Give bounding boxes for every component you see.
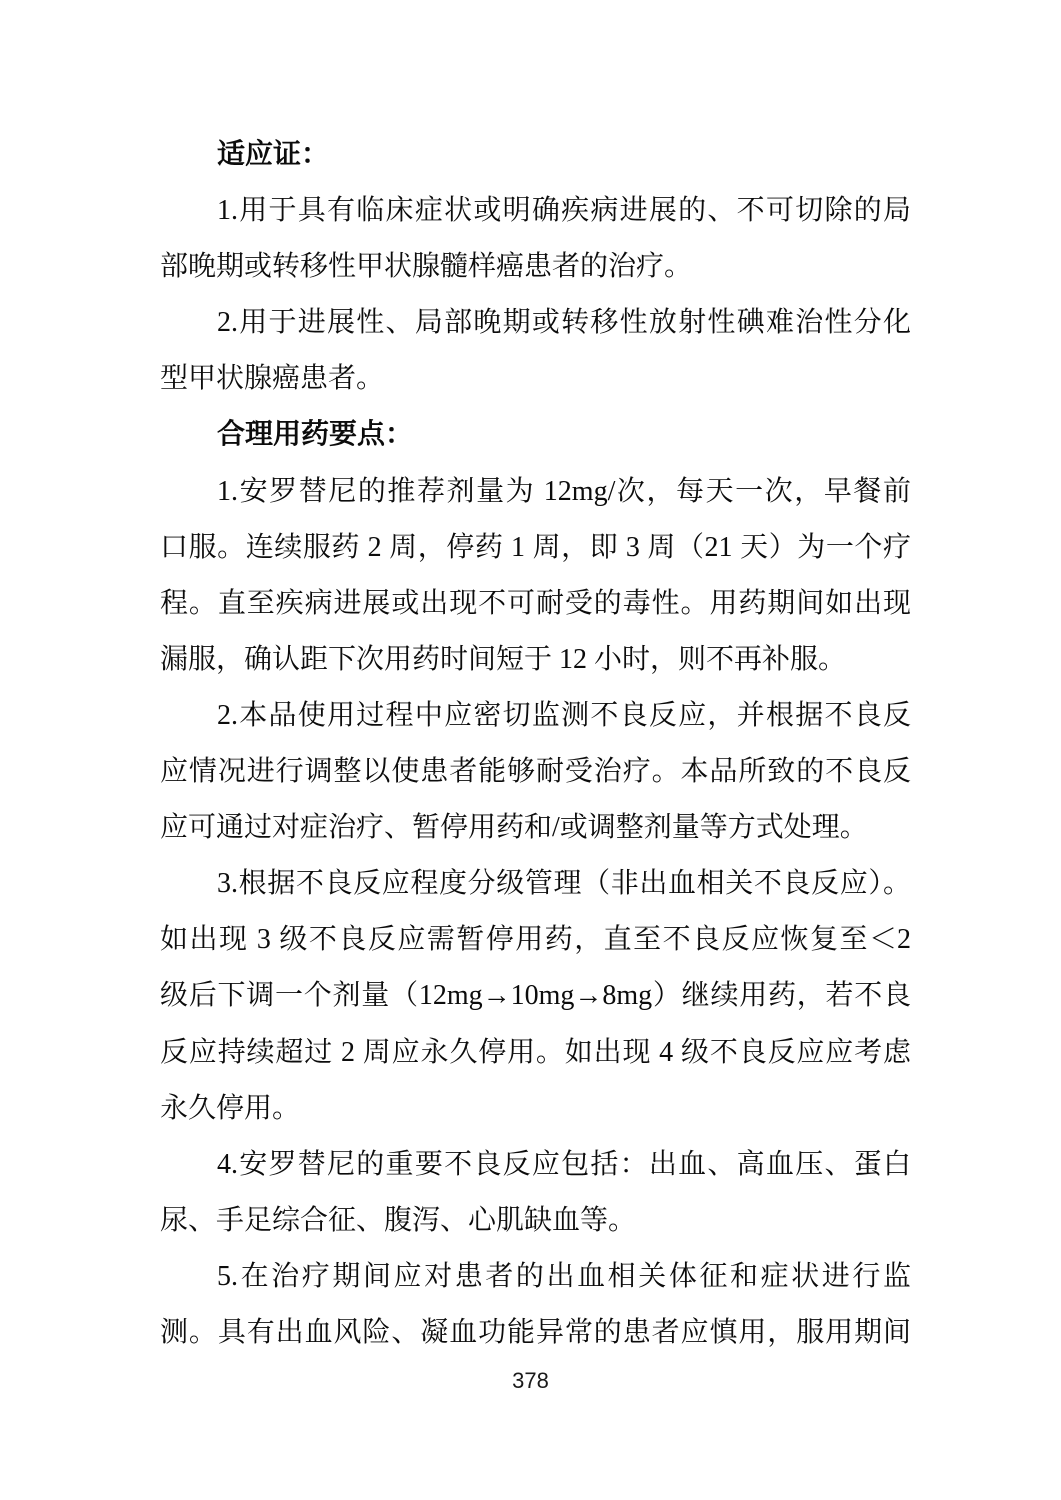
paragraph-line: 如出现 3 级不良反应需暂停用药，直至不良反应恢复至＜2: [160, 924, 911, 956]
paragraph-line: 型甲状腺癌患者。: [160, 363, 385, 395]
paragraph-line: 1.用于具有临床症状或明确疾病进展的、不可切除的局: [217, 195, 911, 227]
section-heading: 适应证：: [217, 139, 330, 170]
paragraph-line: 口服。连续服药 2 周，停药 1 周，即 3 周（21 天）为一个疗: [160, 531, 911, 563]
page-number: 378: [512, 1368, 549, 1393]
paragraph-line: 程。直至疾病进展或出现不可耐受的毒性。用药期间如出现: [160, 587, 911, 619]
paragraph-line: 测。具有出血风险、凝血功能异常的患者应慎用，服用期间: [160, 1316, 911, 1348]
paragraph-line: 2.用于进展性、局部晚期或转移性放射性碘难治性分化: [217, 307, 911, 339]
paragraph-line: 尿、手足综合征、腹泻、心肌缺血等。: [160, 1204, 637, 1236]
paragraph-line: 漏服，确认距下次用药时间短于 12 小时，则不再补服。: [160, 643, 847, 675]
paragraph-line: 级后下调一个剂量（12mg→10mg→8mg）继续用药，若不良: [160, 980, 911, 1012]
paragraph-line: 永久停用。: [160, 1092, 301, 1124]
paragraph-line: 应可通过对症治疗、暂停用药和/或调整剂量等方式处理。: [160, 812, 868, 844]
paragraph-line: 3.根据不良反应程度分级管理（非出血相关不良反应）。: [217, 868, 911, 900]
paragraph-line: 2.本品使用过程中应密切监测不良反应，并根据不良反: [217, 699, 911, 731]
paragraph-line: 应情况进行调整以使患者能够耐受治疗。本品所致的不良反: [160, 756, 911, 788]
paragraph-line: 1.安罗替尼的推荐剂量为 12mg/次，每天一次，早餐前: [217, 475, 911, 507]
paragraph-line: 部晚期或转移性甲状腺髓样癌患者的治疗。: [160, 251, 693, 283]
paragraph-line: 5.在治疗期间应对患者的出血相关体征和症状进行监: [217, 1260, 911, 1292]
document-body: [160, 127, 911, 1361]
section-heading: 合理用药要点：: [217, 419, 414, 451]
paragraph-line: 4.安罗替尼的重要不良反应包括：出血、高血压、蛋白: [217, 1148, 911, 1180]
paragraph-line: 反应持续超过 2 周应永久停用。如出现 4 级不良反应应考虑: [160, 1036, 911, 1068]
